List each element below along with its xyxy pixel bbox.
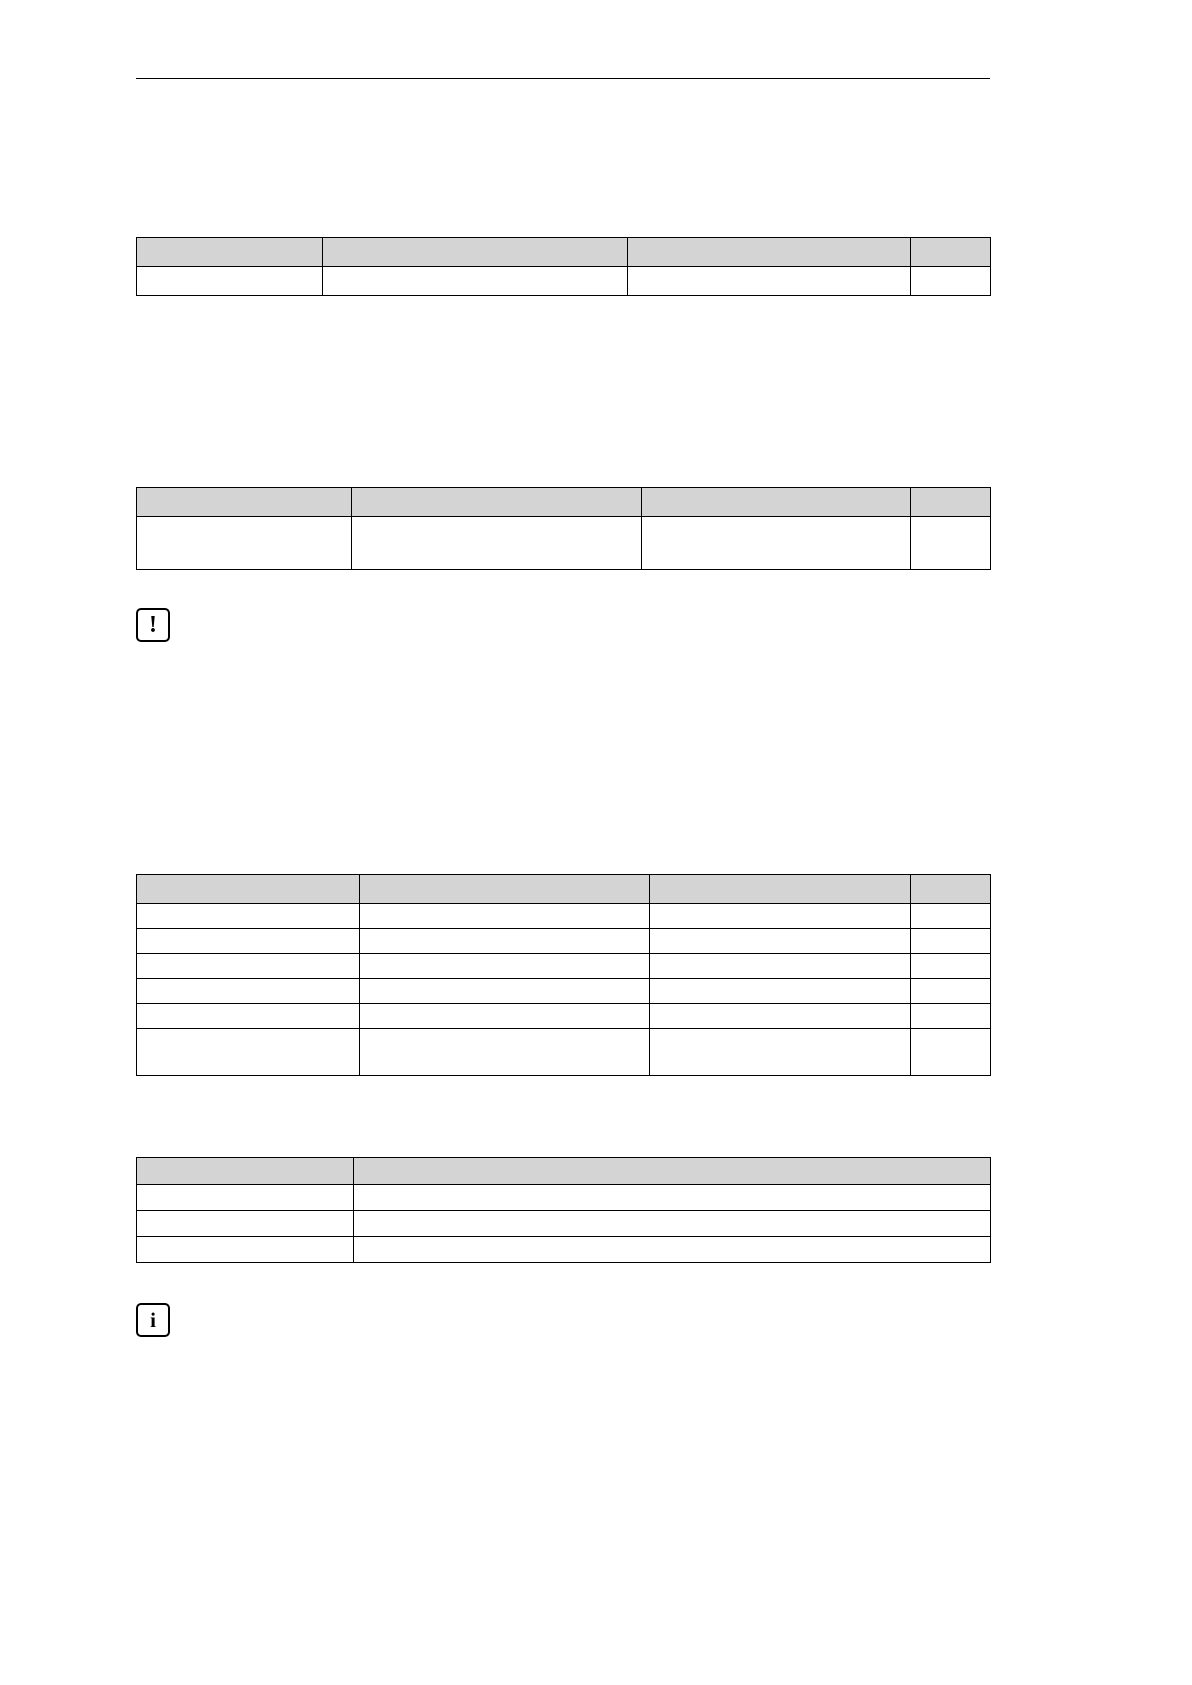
table-cell bbox=[650, 929, 911, 954]
table-header-cell bbox=[137, 875, 360, 904]
table-cell bbox=[360, 904, 650, 929]
warning-note bbox=[136, 608, 170, 642]
table-header-cell bbox=[352, 488, 642, 517]
table-cell bbox=[911, 267, 991, 296]
table-row bbox=[137, 1029, 991, 1076]
table-cell bbox=[642, 517, 911, 570]
table-row bbox=[137, 929, 991, 954]
table-cell bbox=[360, 929, 650, 954]
table-header-cell bbox=[323, 238, 628, 267]
info-note bbox=[136, 1303, 170, 1337]
table-cell bbox=[911, 979, 991, 1004]
table-cell bbox=[650, 904, 911, 929]
table-header-cell bbox=[354, 1158, 991, 1185]
table-header-cell bbox=[360, 875, 650, 904]
table-cell bbox=[137, 1185, 354, 1211]
table-cell bbox=[137, 1237, 354, 1263]
table-header-cell bbox=[650, 875, 911, 904]
table-cell bbox=[360, 1004, 650, 1029]
table-row bbox=[137, 954, 991, 979]
table-row bbox=[137, 1237, 991, 1263]
table-cell bbox=[650, 1004, 911, 1029]
table-cell bbox=[911, 1029, 991, 1076]
table-header-row bbox=[137, 238, 991, 267]
table-cell bbox=[137, 1029, 360, 1076]
data-table-1 bbox=[136, 237, 991, 296]
table-header-cell bbox=[642, 488, 911, 517]
table-cell bbox=[137, 954, 360, 979]
table-cell bbox=[137, 1211, 354, 1237]
exclamation-glyph: ! bbox=[149, 612, 157, 638]
table-header-row bbox=[137, 875, 991, 904]
table-header-cell bbox=[137, 488, 352, 517]
table-cell bbox=[360, 954, 650, 979]
table-cell bbox=[911, 954, 991, 979]
table-cell bbox=[911, 517, 991, 570]
table-cell bbox=[137, 904, 360, 929]
data-table-3 bbox=[136, 874, 991, 1076]
table-cell bbox=[360, 1029, 650, 1076]
table-row bbox=[137, 1211, 991, 1237]
table-cell bbox=[137, 517, 352, 570]
table-cell bbox=[137, 979, 360, 1004]
table-row bbox=[137, 267, 991, 296]
data-table-4 bbox=[136, 1157, 991, 1263]
information-icon bbox=[136, 1303, 170, 1337]
table-header-cell bbox=[137, 238, 323, 267]
exclamation-mark-icon bbox=[136, 608, 170, 642]
table-header-cell bbox=[911, 488, 991, 517]
table-cell bbox=[911, 1004, 991, 1029]
table-cell bbox=[354, 1185, 991, 1211]
table-row bbox=[137, 979, 991, 1004]
table-cell bbox=[650, 954, 911, 979]
page-header-rule bbox=[136, 78, 990, 79]
data-table-2 bbox=[136, 487, 991, 570]
table-cell bbox=[354, 1237, 991, 1263]
table-row bbox=[137, 904, 991, 929]
table-row bbox=[137, 517, 991, 570]
table-cell bbox=[323, 267, 628, 296]
table-cell bbox=[650, 1029, 911, 1076]
table-cell bbox=[650, 979, 911, 1004]
table-cell bbox=[354, 1211, 991, 1237]
table-cell bbox=[911, 904, 991, 929]
table-row bbox=[137, 1004, 991, 1029]
table-header-cell bbox=[911, 238, 991, 267]
information-glyph: i bbox=[150, 1307, 156, 1332]
table-cell bbox=[137, 1004, 360, 1029]
table-header-row bbox=[137, 1158, 991, 1185]
table-cell bbox=[360, 979, 650, 1004]
table-cell bbox=[137, 929, 360, 954]
table-cell bbox=[137, 267, 323, 296]
table-header-cell bbox=[628, 238, 911, 267]
table-row bbox=[137, 1185, 991, 1211]
table-header-cell bbox=[911, 875, 991, 904]
table-header-cell bbox=[137, 1158, 354, 1185]
table-cell bbox=[911, 929, 991, 954]
table-cell bbox=[628, 267, 911, 296]
table-cell bbox=[352, 517, 642, 570]
table-header-row bbox=[137, 488, 991, 517]
